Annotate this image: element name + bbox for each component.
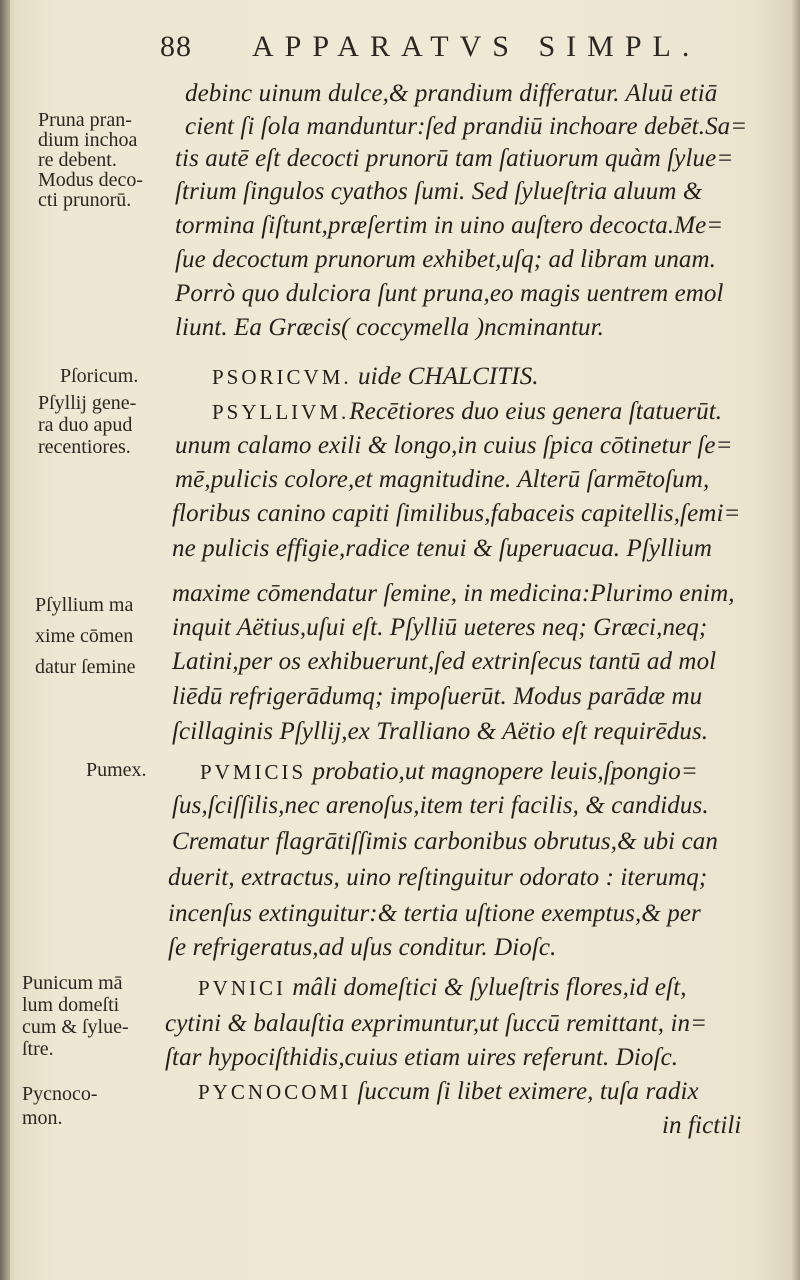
- page-number: 88: [160, 30, 192, 63]
- margin-note-line: Pruna pran-: [38, 109, 132, 131]
- page-gutter-shadow: [0, 0, 10, 1280]
- line-text: ſue decoctum prunorum exhibet,uſq; ad libram unam.: [175, 246, 717, 273]
- body-line: [165, 1044, 678, 1072]
- margin-note-line: lum domeſti: [22, 994, 120, 1016]
- line-text: ſus,ſciſſilis,nec arenoſus,item teri facilis, & candidus.: [172, 792, 709, 819]
- body-line: [172, 614, 707, 642]
- page-header: [160, 30, 750, 74]
- body-line: [172, 792, 709, 820]
- body-line: [172, 683, 702, 711]
- catchword: [662, 1112, 741, 1140]
- body-line: [175, 246, 716, 274]
- body-line: [168, 900, 701, 928]
- margin-note-line: Punicum mā: [22, 972, 123, 994]
- margin-note-line: re debent.: [38, 149, 117, 171]
- entry-line-psoricum: [212, 363, 539, 391]
- margin-note-line: Pumex.: [86, 759, 147, 781]
- body-line: [168, 864, 707, 892]
- body-line: [175, 178, 702, 206]
- line-text: ſe refrigeratus,ad uſus conditur. Dioſc.: [168, 934, 557, 961]
- entry-line-psyllium: [212, 398, 722, 426]
- running-title: APPARATVS SIMPL.: [252, 30, 701, 63]
- body-line: [172, 718, 708, 746]
- margin-note-line: recentiores.: [38, 436, 131, 458]
- body-line: [185, 113, 747, 141]
- line-text: ſtar hypociſthidis,cuius etiam uires referunt. Dioſc.: [165, 1044, 679, 1071]
- line-text: incenſus extinguitur:& tertia uſtione exemptus,& per: [168, 900, 701, 927]
- line-text: ſcillaginis Pſyllij,ex Tralliano & Aëtio eſt requirēdus.: [172, 718, 709, 745]
- body-line: [172, 580, 735, 608]
- margin-note-line: Pſyllium ma: [35, 594, 134, 616]
- line-text: Latini,per os exhibuerunt,ſed extrinſecus tantū ad mol: [172, 648, 717, 675]
- body-line: [175, 466, 709, 494]
- line-text: cient ſi ſola manduntur:ſed prandiū inchoare debēt.Sa=: [185, 113, 748, 140]
- body-line: [172, 535, 712, 563]
- line-text: Recētiores duo eius genera ſtatuerūt.: [349, 398, 723, 425]
- margin-note: [35, 590, 136, 683]
- line-text: ne pulicis effigie,radice tenui & ſuperuacua. Pſyllium: [172, 535, 713, 562]
- margin-note-line: Pycnoco-: [22, 1083, 98, 1105]
- margin-note: [60, 366, 138, 387]
- entry-line-pumex: [200, 758, 698, 786]
- line-text: mē,pulicis colore,et magnitudine. Alterū ſarmētoſum,: [175, 466, 710, 493]
- line-text: tis autē eſt decocti prunorū tam ſatiuorum quàm ſylue=: [175, 145, 734, 172]
- body-line: [172, 500, 740, 528]
- margin-note-line: mon.: [22, 1107, 63, 1129]
- body-line: [175, 212, 723, 240]
- entry-headword: PVNICI: [198, 976, 287, 1000]
- body-line: [175, 145, 733, 173]
- margin-note-line: Pſyllij gene-: [38, 392, 137, 414]
- body-line: [175, 280, 724, 308]
- margin-note-line: cti prunorū.: [38, 189, 132, 211]
- line-text: liunt. Ea Græcis( coccymella )ncminantur.: [175, 314, 605, 341]
- margin-note-line: datur ſemine: [35, 656, 136, 678]
- line-text: debinc uinum dulce,& prandium differatur. Aluū etiā: [185, 80, 718, 107]
- margin-note-line: cum & ſylue-: [22, 1016, 129, 1038]
- entry-headword: PYCNOCOMI: [198, 1080, 352, 1104]
- margin-note-line: Modus deco-: [38, 169, 143, 191]
- body-line: [165, 1010, 707, 1038]
- line-text: duerit, extractus, uino reſtinguitur odorato : iterumq;: [168, 864, 708, 891]
- margin-note: [22, 1082, 98, 1130]
- entry-headword: PSORICVM.: [212, 365, 352, 389]
- margin-note: [38, 110, 143, 210]
- line-text: Crematur flagrātiſſimis carbonibus obrutus,& ubi can: [172, 828, 718, 855]
- line-text: cytini & balauſtia exprimuntur,ut ſuccū remittant, in=: [165, 1010, 708, 1037]
- line-text: floribus canino capiti ſimilibus,fabaceis capitellis,ſemi=: [172, 500, 741, 527]
- margin-note-line: ra duo apud: [38, 414, 133, 436]
- body-line: [168, 934, 556, 962]
- entry-headword: PVMICIS: [200, 760, 307, 784]
- line-text: liēdū refrigerādumq; impoſuerūt. Modus parādæ mu: [172, 683, 703, 710]
- margin-note-line: dium inchoa: [38, 129, 138, 151]
- body-line: [175, 314, 604, 342]
- body-line: [172, 648, 716, 676]
- line-text: ſtrium ſingulos cyathos ſumi. Sed ſylueſtria aluum &: [175, 178, 703, 205]
- line-text: mâli domeſtici & ſylueſtris flores,id eſt,: [286, 974, 687, 1001]
- entry-line-punicum: [198, 974, 687, 1002]
- line-text: inquit Aëtius,uſui eſt. Pſylliū ueteres neq; Græci,neq;: [172, 614, 708, 641]
- line-text: probatio,ut magnopere leuis,ſpongio=: [306, 758, 698, 785]
- page-edge: [792, 0, 800, 1280]
- line-text: in fictili: [662, 1112, 742, 1139]
- line-text: tormina ſiſtunt,præſertim in uino auſtero decocta.Me=: [175, 212, 724, 239]
- margin-note: [38, 392, 136, 458]
- margin-note: [86, 760, 147, 781]
- body-line: [185, 80, 717, 108]
- margin-note-line: Pſoricum.: [60, 365, 139, 387]
- line-text: uide CHALCITIS.: [351, 363, 539, 390]
- entry-line-pycnocomon: [198, 1078, 699, 1106]
- line-text: maxime cōmendatur ſemine, in medicina:Plurimo enim,: [172, 580, 735, 607]
- line-text: unum calamo exili & longo,in cuius ſpica cōtinetur ſe=: [175, 432, 733, 459]
- body-line: [172, 828, 718, 856]
- margin-note: [22, 972, 129, 1060]
- entry-headword: PSYLLIVM.: [212, 400, 350, 424]
- margin-note-line: xime cōmen: [35, 625, 134, 647]
- line-text: ſuccum ſi libet eximere, tuſa radix: [351, 1078, 699, 1105]
- line-text: Porrò quo dulciora ſunt pruna,eo magis uentrem emol: [175, 280, 724, 307]
- body-line: [175, 432, 733, 460]
- margin-note-line: ſtre.: [22, 1038, 54, 1060]
